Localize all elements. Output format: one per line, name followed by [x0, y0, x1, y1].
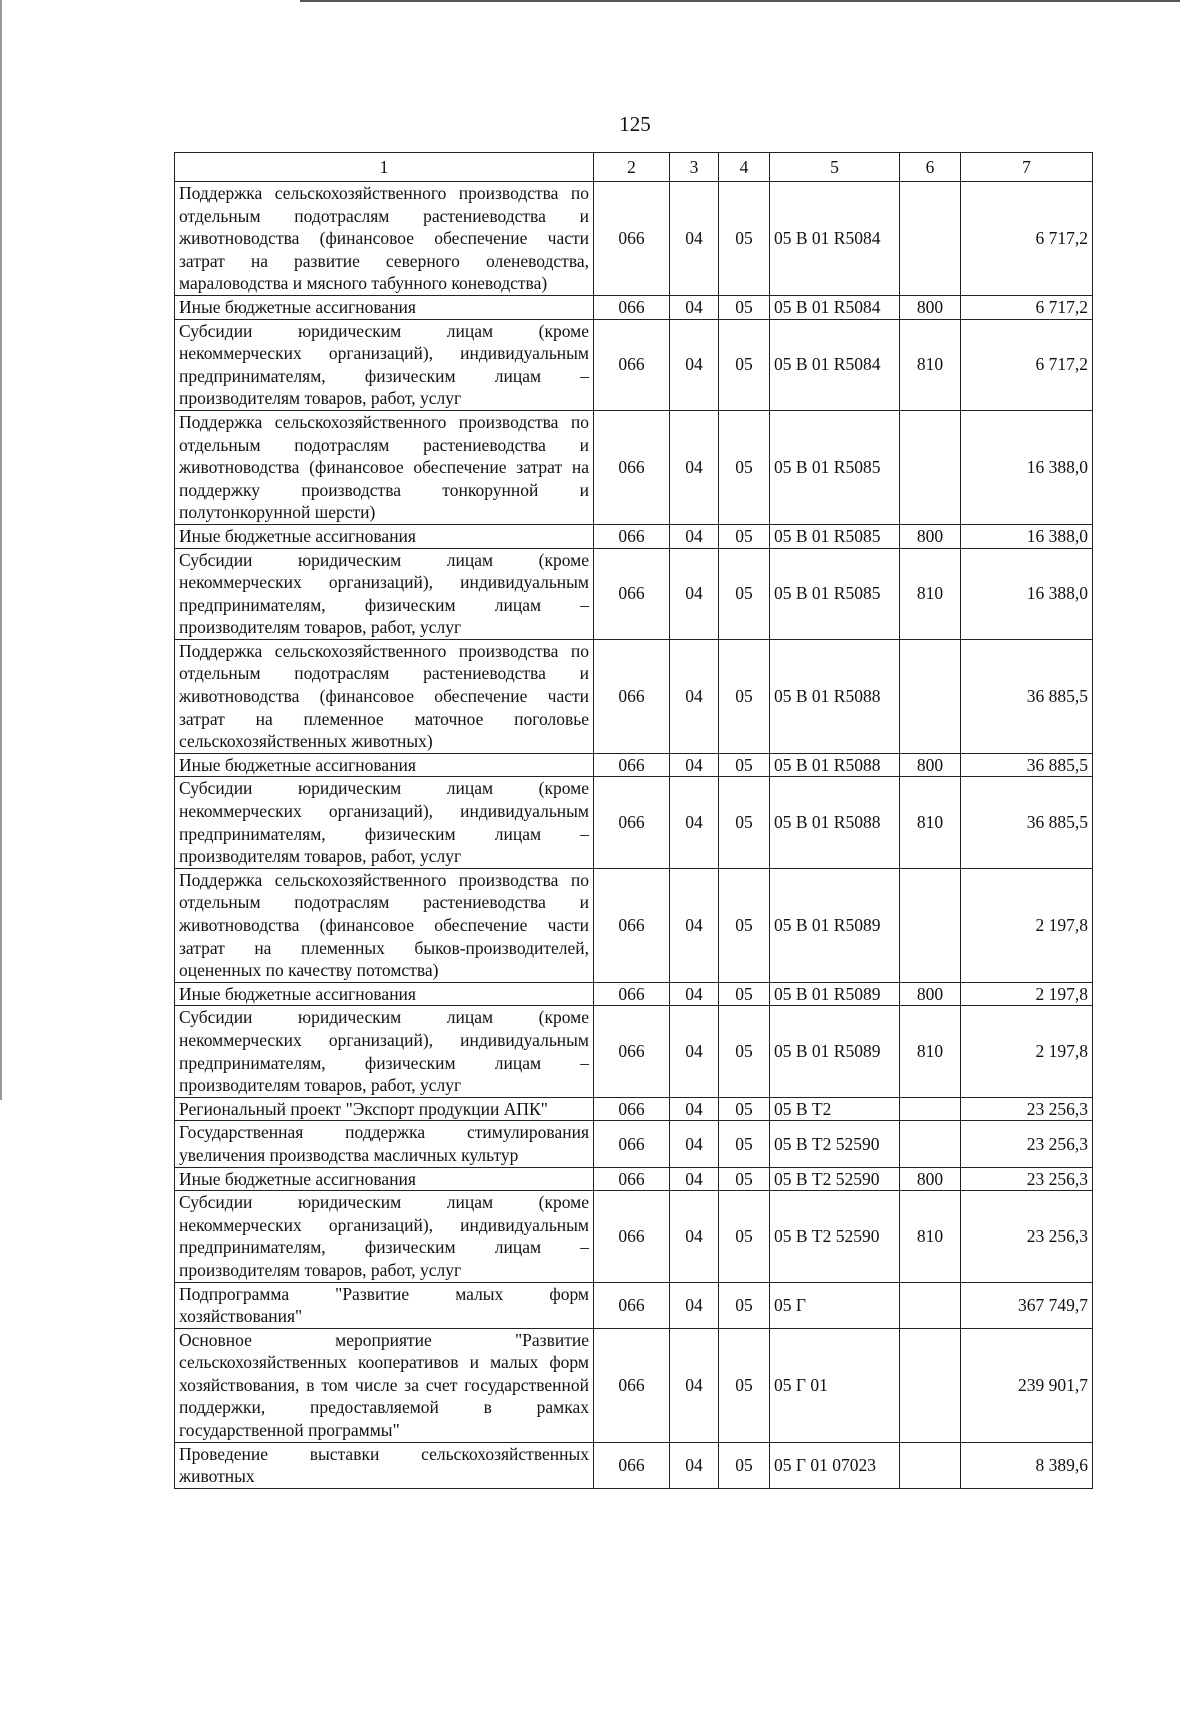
- row-section-code: 04: [670, 295, 719, 319]
- row-amount: 6 717,2: [961, 295, 1093, 319]
- row-grbs-code: 066: [594, 548, 670, 639]
- row-name: Субсидии юридическим лицам (кроме некоммерческих организаций), индивидуальным предпринимателям, физическим лицам – производителям товаров, работ, услуг: [175, 319, 594, 410]
- row-grbs-code: 066: [594, 639, 670, 753]
- row-expense-type: 800: [900, 753, 961, 777]
- row-expense-type: [900, 868, 961, 982]
- row-expense-type: 800: [900, 982, 961, 1006]
- row-name: Поддержка сельскохозяйственного производства по отдельным подотраслям растениеводства и животноводства (финансовое обеспечение части затрат на племенных быков-производителей, оцененных по качеству потомства): [175, 868, 594, 982]
- table-row: [175, 182, 1093, 296]
- row-target-article: 05 Г: [770, 1282, 900, 1328]
- row-expense-type: 800: [900, 524, 961, 548]
- row-grbs-code: 066: [594, 1006, 670, 1097]
- column-header: 6: [900, 153, 961, 182]
- row-target-article: 05 В 01 R5085: [770, 410, 900, 524]
- row-amount: 6 717,2: [961, 319, 1093, 410]
- row-target-article: 05 В 01 R5085: [770, 524, 900, 548]
- row-target-article: 05 В 01 R5088: [770, 639, 900, 753]
- row-name: Иные бюджетные ассигнования: [175, 753, 594, 777]
- row-name: Основное мероприятие "Развитие сельскохозяйственных кооперативов и малых форм хозяйствования, в том числе за счет государственной поддержки, предоставляемой в рамках государственной программы": [175, 1328, 594, 1442]
- table-row: [175, 982, 1093, 1006]
- row-section-code: 04: [670, 410, 719, 524]
- row-name: Поддержка сельскохозяйственного производства по отдельным подотраслям растениеводства и животноводства (финансовое обеспечение затрат на поддержку производства тонкорунной и полутонкорунной шерсти): [175, 410, 594, 524]
- table-row: [175, 1006, 1093, 1097]
- row-subsection-code: 05: [719, 1097, 770, 1121]
- row-amount: 2 197,8: [961, 868, 1093, 982]
- row-subsection-code: 05: [719, 1282, 770, 1328]
- row-name: Субсидии юридическим лицам (кроме некоммерческих организаций), индивидуальным предпринимателям, физическим лицам – производителям товаров, работ, услуг: [175, 548, 594, 639]
- row-expense-type: [900, 1442, 961, 1488]
- row-name: Иные бюджетные ассигнования: [175, 982, 594, 1006]
- row-expense-type: 810: [900, 548, 961, 639]
- row-section-code: 04: [670, 982, 719, 1006]
- left-scan-edge: [0, 0, 2, 1100]
- row-expense-type: [900, 1328, 961, 1442]
- row-name: Субсидии юридическим лицам (кроме некоммерческих организаций), индивидуальным предпринимателям, физическим лицам – производителям товаров, работ, услуг: [175, 1191, 594, 1282]
- row-expense-type: [900, 182, 961, 296]
- row-target-article: 05 В Т2 52590: [770, 1167, 900, 1191]
- row-subsection-code: 05: [719, 295, 770, 319]
- table-row: [175, 639, 1093, 753]
- row-expense-type: [900, 410, 961, 524]
- row-subsection-code: 05: [719, 982, 770, 1006]
- row-section-code: 04: [670, 319, 719, 410]
- row-subsection-code: 05: [719, 1191, 770, 1282]
- row-amount: 36 885,5: [961, 639, 1093, 753]
- row-name: Поддержка сельскохозяйственного производства по отдельным подотраслям растениеводства и животноводства (финансовое обеспечение части затрат на племенное маточное поголовье сельскохозяйственных животных): [175, 639, 594, 753]
- row-amount: 8 389,6: [961, 1442, 1093, 1488]
- column-header: 4: [719, 153, 770, 182]
- row-subsection-code: 05: [719, 524, 770, 548]
- row-target-article: 05 В Т2 52590: [770, 1121, 900, 1167]
- table-row: [175, 410, 1093, 524]
- row-grbs-code: 066: [594, 524, 670, 548]
- column-header: 7: [961, 153, 1093, 182]
- row-section-code: 04: [670, 1442, 719, 1488]
- row-grbs-code: 066: [594, 1442, 670, 1488]
- row-target-article: 05 В 01 R5089: [770, 868, 900, 982]
- row-amount: 36 885,5: [961, 777, 1093, 868]
- row-target-article: 05 В 01 R5084: [770, 182, 900, 296]
- row-section-code: 04: [670, 753, 719, 777]
- table-row: [175, 777, 1093, 868]
- table-row: [175, 295, 1093, 319]
- column-header: 3: [670, 153, 719, 182]
- row-expense-type: [900, 639, 961, 753]
- column-header: 5: [770, 153, 900, 182]
- row-amount: 2 197,8: [961, 982, 1093, 1006]
- row-target-article: 05 Г 01: [770, 1328, 900, 1442]
- table-row: [175, 868, 1093, 982]
- row-amount: 6 717,2: [961, 182, 1093, 296]
- table-row: [175, 524, 1093, 548]
- row-amount: 23 256,3: [961, 1121, 1093, 1167]
- row-subsection-code: 05: [719, 1328, 770, 1442]
- table-row: [175, 1328, 1093, 1442]
- table-row: [175, 1167, 1093, 1191]
- row-expense-type: [900, 1121, 961, 1167]
- row-subsection-code: 05: [719, 639, 770, 753]
- row-expense-type: 810: [900, 319, 961, 410]
- row-subsection-code: 05: [719, 753, 770, 777]
- top-border-line: [300, 0, 1180, 2]
- row-target-article: 05 В 01 R5089: [770, 982, 900, 1006]
- row-name: Проведение выставки сельскохозяйственных животных: [175, 1442, 594, 1488]
- table-row: [175, 1442, 1093, 1488]
- row-amount: 367 749,7: [961, 1282, 1093, 1328]
- row-target-article: 05 В 01 R5088: [770, 753, 900, 777]
- row-expense-type: 810: [900, 1191, 961, 1282]
- row-target-article: 05 В 01 R5084: [770, 319, 900, 410]
- row-grbs-code: 066: [594, 295, 670, 319]
- row-subsection-code: 05: [719, 1121, 770, 1167]
- row-grbs-code: 066: [594, 410, 670, 524]
- row-name: Подпрограмма "Развитие малых форм хозяйствования": [175, 1282, 594, 1328]
- table-row: [175, 1121, 1093, 1167]
- row-grbs-code: 066: [594, 753, 670, 777]
- row-grbs-code: 066: [594, 182, 670, 296]
- row-grbs-code: 066: [594, 868, 670, 982]
- row-target-article: 05 Г 01 07023: [770, 1442, 900, 1488]
- row-subsection-code: 05: [719, 868, 770, 982]
- row-expense-type: 800: [900, 295, 961, 319]
- budget-table: [174, 152, 1093, 1489]
- row-section-code: 04: [670, 1097, 719, 1121]
- row-subsection-code: 05: [719, 1167, 770, 1191]
- row-subsection-code: 05: [719, 1006, 770, 1097]
- row-name: Субсидии юридическим лицам (кроме некоммерческих организаций), индивидуальным предпринимателям, физическим лицам – производителям товаров, работ, услуг: [175, 777, 594, 868]
- row-target-article: 05 В Т2 52590: [770, 1191, 900, 1282]
- row-name: Иные бюджетные ассигнования: [175, 524, 594, 548]
- table-row: [175, 1282, 1093, 1328]
- row-name: Субсидии юридическим лицам (кроме некоммерческих организаций), индивидуальным предпринимателям, физическим лицам – производителям товаров, работ, услуг: [175, 1006, 594, 1097]
- row-expense-type: 800: [900, 1167, 961, 1191]
- row-amount: 16 388,0: [961, 548, 1093, 639]
- row-amount: 239 901,7: [961, 1328, 1093, 1442]
- row-expense-type: 810: [900, 777, 961, 868]
- row-grbs-code: 066: [594, 1282, 670, 1328]
- table-body: [175, 182, 1093, 1489]
- row-section-code: 04: [670, 1121, 719, 1167]
- row-grbs-code: 066: [594, 1328, 670, 1442]
- row-grbs-code: 066: [594, 1167, 670, 1191]
- row-expense-type: [900, 1282, 961, 1328]
- row-amount: 2 197,8: [961, 1006, 1093, 1097]
- row-section-code: 04: [670, 524, 719, 548]
- row-grbs-code: 066: [594, 1097, 670, 1121]
- row-target-article: 05 В 01 R5089: [770, 1006, 900, 1097]
- row-grbs-code: 066: [594, 1191, 670, 1282]
- row-amount: 23 256,3: [961, 1097, 1093, 1121]
- table-row: [175, 1191, 1093, 1282]
- row-amount: 36 885,5: [961, 753, 1093, 777]
- table-header-row: [175, 153, 1093, 182]
- row-expense-type: [900, 1097, 961, 1121]
- row-subsection-code: 05: [719, 319, 770, 410]
- table-row: [175, 319, 1093, 410]
- row-grbs-code: 066: [594, 982, 670, 1006]
- row-name: Поддержка сельскохозяйственного производства по отдельным подотраслям растениеводства и животноводства (финансовое обеспечение части затрат на развитие северного оленеводства, мараловодства и мясного табунного коневодства): [175, 182, 594, 296]
- column-header: 2: [594, 153, 670, 182]
- row-section-code: 04: [670, 1282, 719, 1328]
- row-grbs-code: 066: [594, 1121, 670, 1167]
- row-subsection-code: 05: [719, 548, 770, 639]
- table-row: [175, 753, 1093, 777]
- row-amount: 16 388,0: [961, 524, 1093, 548]
- row-name: Иные бюджетные ассигнования: [175, 1167, 594, 1191]
- row-target-article: 05 В Т2: [770, 1097, 900, 1121]
- row-subsection-code: 05: [719, 410, 770, 524]
- row-grbs-code: 066: [594, 777, 670, 868]
- row-amount: 23 256,3: [961, 1167, 1093, 1191]
- table-row: [175, 548, 1093, 639]
- row-section-code: 04: [670, 868, 719, 982]
- row-amount: 16 388,0: [961, 410, 1093, 524]
- row-target-article: 05 В 01 R5088: [770, 777, 900, 868]
- row-section-code: 04: [670, 777, 719, 868]
- row-section-code: 04: [670, 1328, 719, 1442]
- row-subsection-code: 05: [719, 182, 770, 296]
- row-amount: 23 256,3: [961, 1191, 1093, 1282]
- row-expense-type: 810: [900, 1006, 961, 1097]
- row-section-code: 04: [670, 182, 719, 296]
- row-name: Иные бюджетные ассигнования: [175, 295, 594, 319]
- row-target-article: 05 В 01 R5084: [770, 295, 900, 319]
- row-section-code: 04: [670, 548, 719, 639]
- page-number: 125: [619, 112, 651, 136]
- row-name: Государственная поддержка стимулирования увеличения производства масличных культур: [175, 1121, 594, 1167]
- row-name: Региональный проект "Экспорт продукции АПК": [175, 1097, 594, 1121]
- row-section-code: 04: [670, 1006, 719, 1097]
- row-grbs-code: 066: [594, 319, 670, 410]
- row-section-code: 04: [670, 639, 719, 753]
- table-row: [175, 1097, 1093, 1121]
- row-subsection-code: 05: [719, 777, 770, 868]
- row-section-code: 04: [670, 1167, 719, 1191]
- row-section-code: 04: [670, 1191, 719, 1282]
- row-subsection-code: 05: [719, 1442, 770, 1488]
- column-header: 1: [175, 153, 594, 182]
- row-target-article: 05 В 01 R5085: [770, 548, 900, 639]
